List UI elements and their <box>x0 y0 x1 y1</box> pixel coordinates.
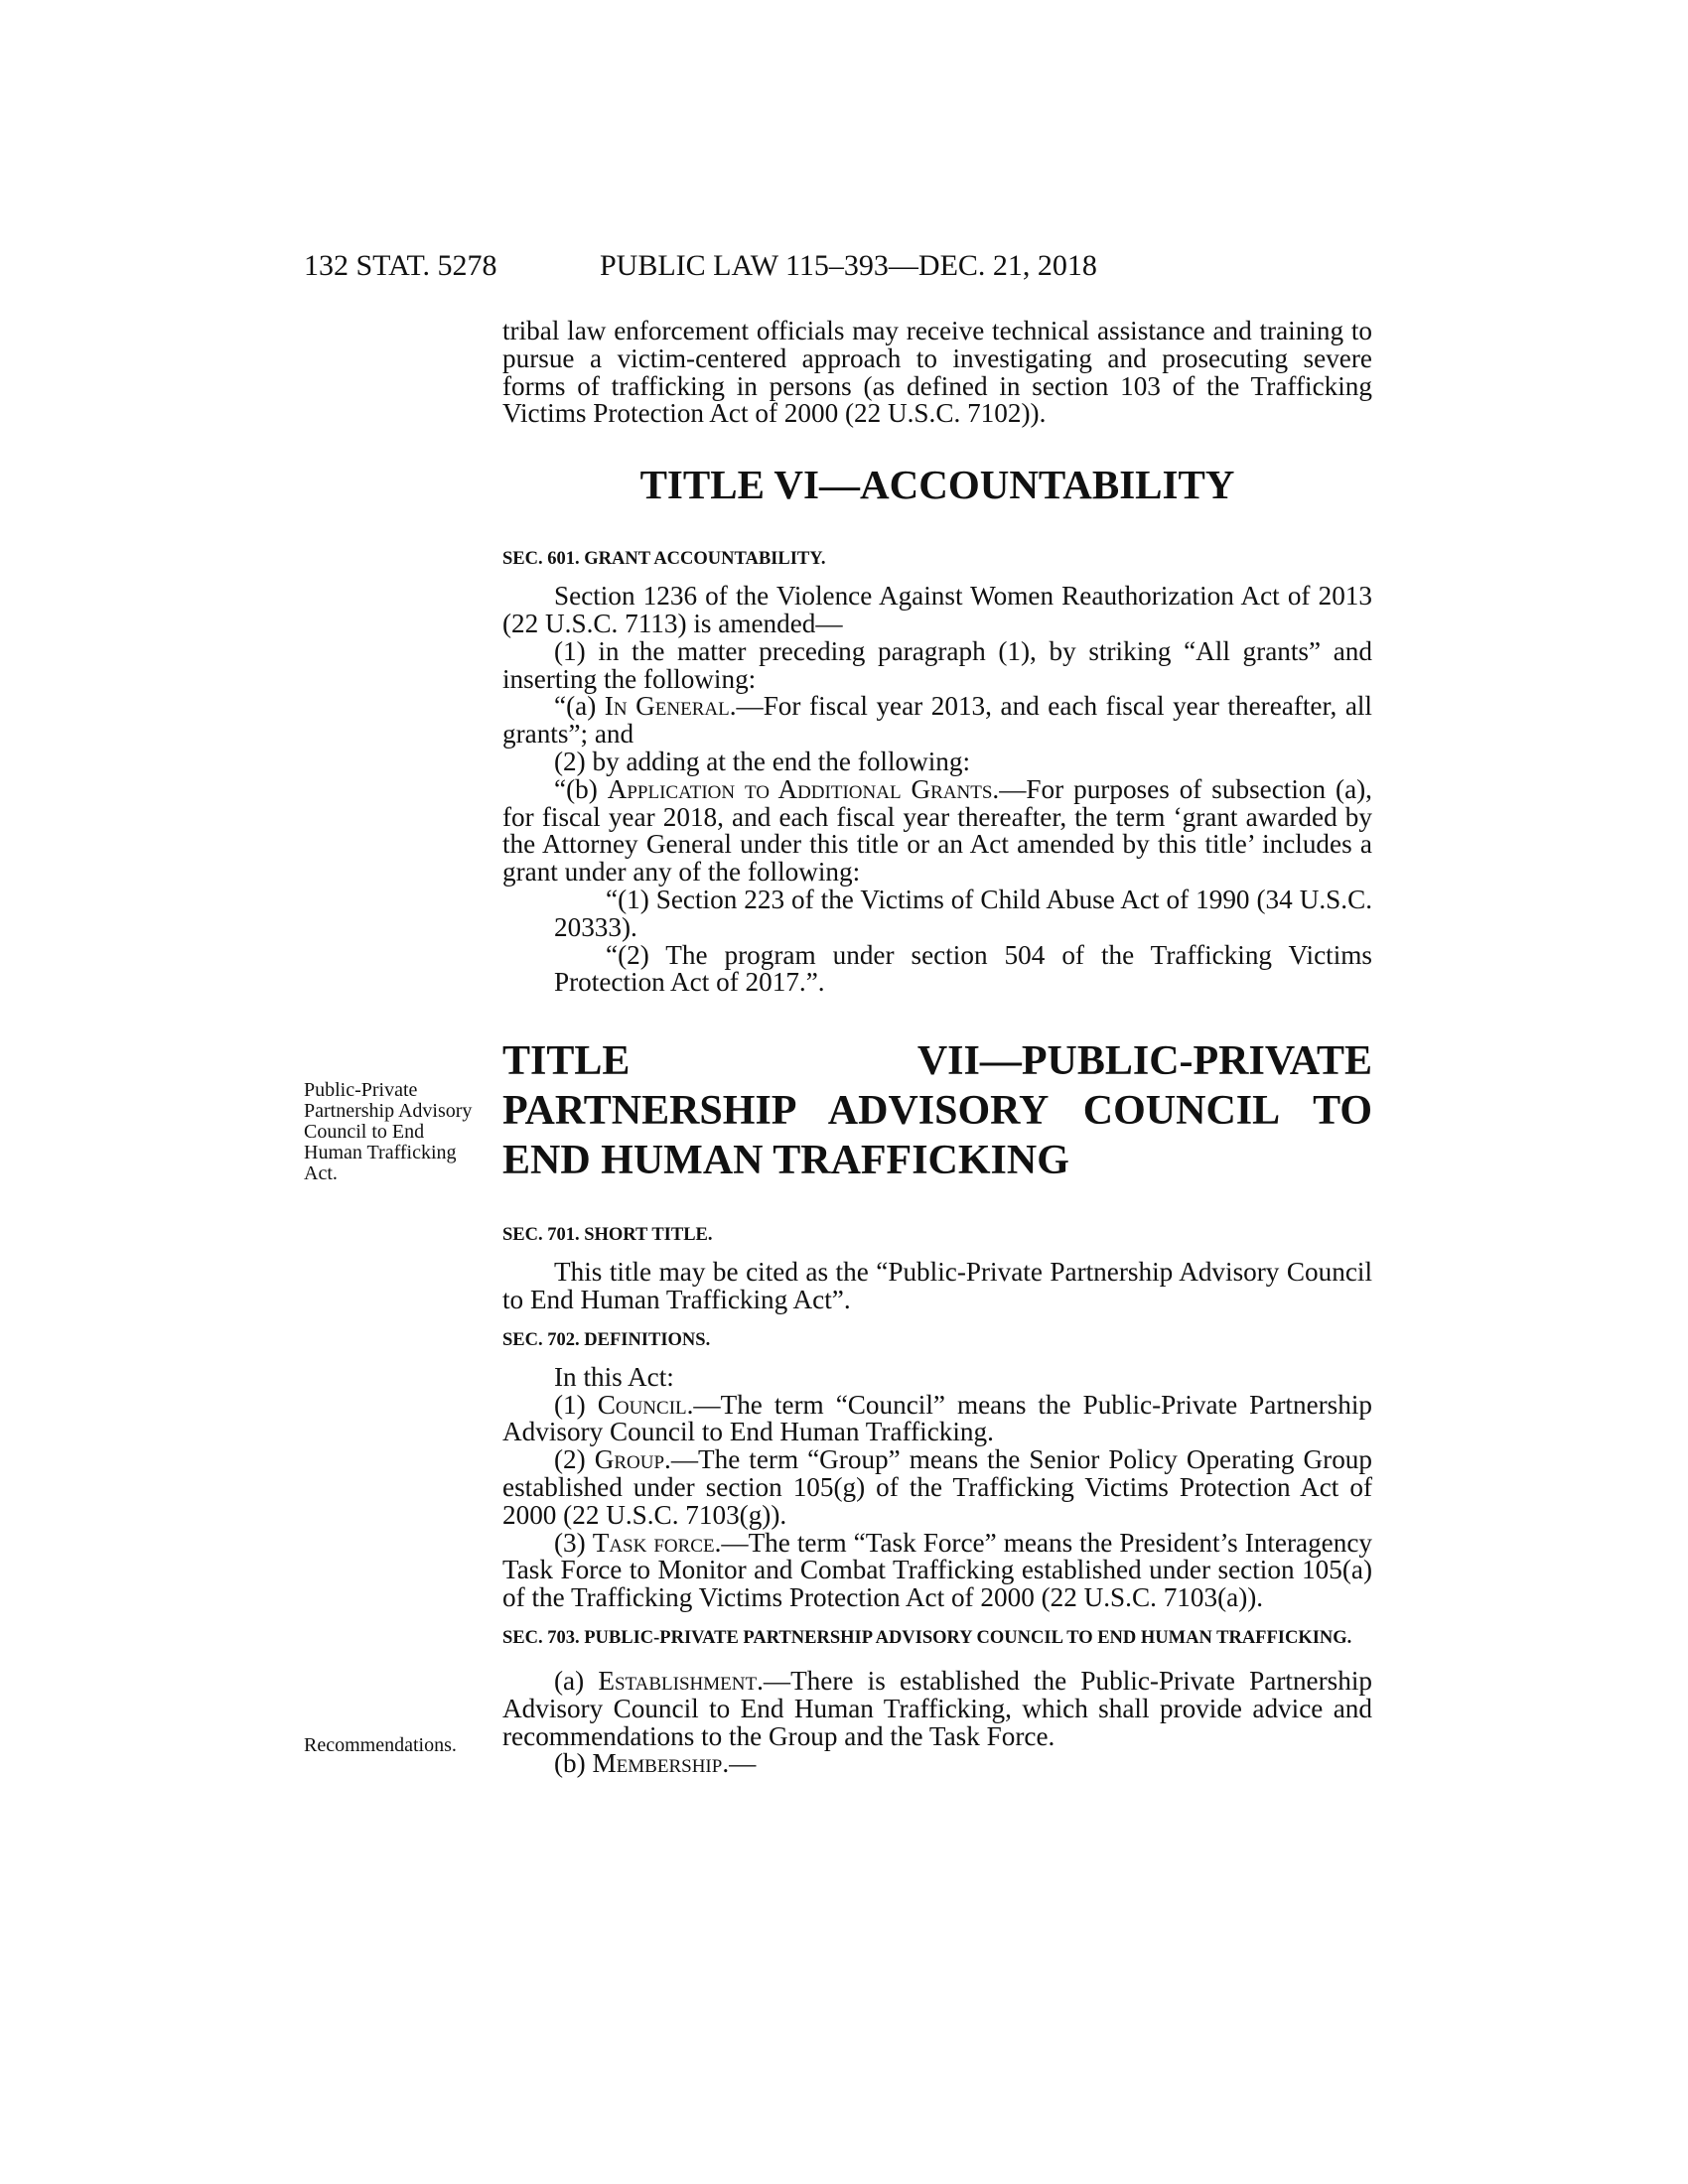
sec-701-text: This title may be cited as the “Public-Private Partnership Advisory Council to End Human Trafficking Act”. <box>502 1257 1372 1314</box>
quote-a-prefix: “(a) <box>554 691 605 722</box>
title-vii-heading: TITLE VII—PUBLIC-PRIVATE PARTNERSHIP ADVISORY COUNCIL TO END HUMAN TRAFFICKING <box>502 1038 1372 1184</box>
document-body <box>502 318 1372 1778</box>
sec-703-b-caption: Membership <box>592 1748 723 1779</box>
def-2-caption: Group <box>594 1444 665 1475</box>
sec-702-lead: In this Act: <box>554 1361 674 1392</box>
quote-a-text: .—For fiscal year 2013, and each fiscal year thereafter, all grants”; and <box>502 691 1372 750</box>
sec-702-heading: SEC. 702. DEFINITIONS. <box>502 1329 711 1350</box>
sec-601-item-1: (1) in the matter preceding paragraph (1), by striking “All grants” and inserting the following: <box>502 635 1372 694</box>
def-3-num: (3) <box>554 1527 593 1558</box>
sec-703-a-text: .—There is established the Public-Private Partnership Advisory Council to End Human Trafficking, which shall provide advice and recommendations to the Group and the Task Force. <box>502 1665 1372 1751</box>
sec-703-b-num: (b) <box>554 1748 593 1779</box>
def-3-text: .—The term “Task Force” means the President’s Interagency Task Force to Monitor and Combat Trafficking established under section 105(a) of the Trafficking Victims Protection Act of 2000 (22 U.S.C. 7103(a)). <box>502 1527 1373 1613</box>
quote-b-prefix: “(b) <box>554 773 608 804</box>
def-3-caption: Task force <box>592 1527 715 1558</box>
page-header <box>0 249 1688 289</box>
sec-601-item-2: (2) by adding at the end the following: <box>554 746 971 776</box>
title-vi-heading: TITLE VI—ACCOUNTABILITY <box>639 462 1235 508</box>
sec-601-quote-b2: “(2) The program under section 504 of the Trafficking Victims Protection Act of 2017.”. <box>554 939 1372 998</box>
quote-b-text: .—For purposes of subsection (a), for fiscal year 2018, and each fiscal year thereafter, the term ‘grant awarded by the Attorney General under this title or an Act amended by this title’ includes a grant under any of the following: <box>502 773 1372 887</box>
def-1-caption: Council <box>597 1389 687 1420</box>
sec-601-heading: SEC. 601. GRANT ACCOUNTABILITY. <box>502 549 826 570</box>
sec-703-heading: SEC. 703. PUBLIC-PRIVATE PARTNERSHIP ADVISORY COUNCIL TO END HUMAN TRAFFICKING. <box>502 1627 1352 1648</box>
sec-702-def-3 <box>502 1527 1373 1613</box>
sec-701-heading: SEC. 701. SHORT TITLE. <box>502 1225 713 1246</box>
sec-601-quote-b1: “(1) Section 223 of the Victims of Child Abuse Act of 1990 (34 U.S.C. 20333). <box>554 884 1372 942</box>
sec-703-a-caption: Establishment <box>598 1665 758 1696</box>
intro-paragraph: tribal law enforcement officials may receive technical assistance and training to pursue a victim-centered approach to investigating and prosecuting severe forms of trafficking in persons (as defined in section 103 of the Trafficking Victims Protection Act of 2000 (22 U.S.C. 7102)). <box>502 316 1372 429</box>
margin-note-recommendations: Recommendations. <box>304 1734 457 1756</box>
sec-703-b <box>502 1750 1372 1778</box>
quote-a-caption: In General <box>604 691 730 722</box>
public-law-citation: PUBLIC LAW 115–393—DEC. 21, 2018 <box>600 249 1097 282</box>
stat-citation: 132 STAT. 5278 <box>304 249 497 282</box>
def-2-text: .—The term “Group” means the Senior Policy Operating Group established under section 105(g) of the Trafficking Victims Protection Act of 2000 (22 U.S.C. 7103(g)). <box>502 1444 1372 1530</box>
def-1-num: (1) <box>554 1389 598 1420</box>
sec-703-a <box>502 1665 1372 1751</box>
def-2-num: (2) <box>554 1444 595 1475</box>
sec-702-def-1 <box>502 1389 1373 1447</box>
sec-703-b-text: .— <box>722 1748 757 1779</box>
sec-601-quote-b <box>502 773 1372 887</box>
sec-703-a-num: (a) <box>554 1665 599 1696</box>
margin-note-short-title: Public-Private Partnership Advisory Council to End Human Trafficking Act. <box>304 1079 473 1184</box>
sec-702-def-2 <box>502 1446 1372 1529</box>
sec-601-quote-a <box>502 693 1372 749</box>
quote-b-caption: Application to Additional Grants <box>607 773 993 804</box>
def-1-text: .—The term “Council” means the Public-Private Partnership Advisory Council to End Human Trafficking. <box>502 1389 1373 1447</box>
sec-601-lead: Section 1236 of the Violence Against Women Reauthorization Act of 2013 (22 U.S.C. 7113) is amended— <box>502 581 1372 638</box>
